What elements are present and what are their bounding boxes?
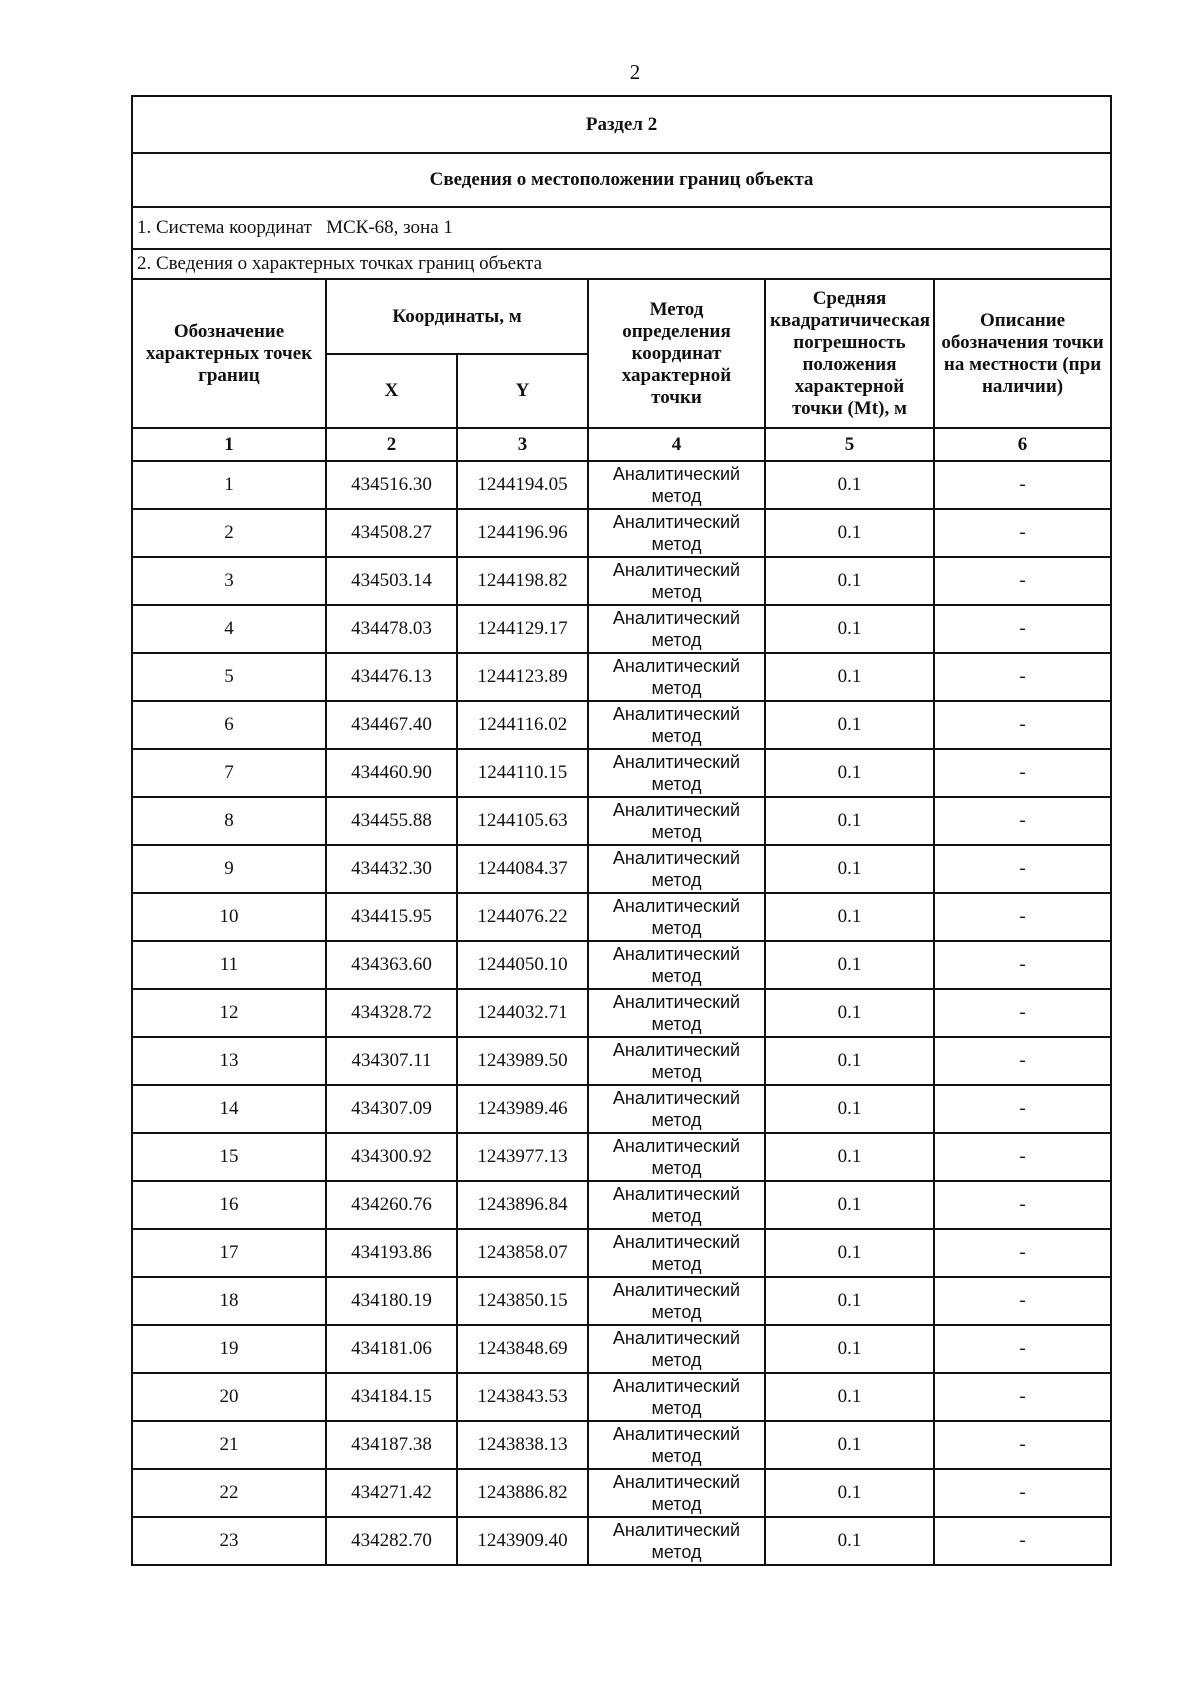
coord-x: 434415.95: [326, 893, 457, 941]
point-description: -: [934, 893, 1111, 941]
mt-value: 0.1: [765, 1229, 934, 1277]
point-description: -: [934, 749, 1111, 797]
coord-x: 434271.42: [326, 1469, 457, 1517]
point-number: 17: [132, 1229, 326, 1277]
coord-y: 1243989.50: [457, 1037, 588, 1085]
coord-x: 434300.92: [326, 1133, 457, 1181]
table-row: [132, 749, 1111, 797]
coord-x: 434181.06: [326, 1325, 457, 1373]
coord-x: 434307.11: [326, 1037, 457, 1085]
method-cell: [588, 1181, 765, 1229]
column-number: 6: [934, 428, 1111, 461]
point-number: 19: [132, 1325, 326, 1373]
coord-y: 1244105.63: [457, 797, 588, 845]
method-cell: [588, 1325, 765, 1373]
header-method: Метод определения координат характерной точки: [588, 279, 765, 428]
coord-y: 1243989.46: [457, 1085, 588, 1133]
table-row: [132, 1373, 1111, 1421]
method-line: метод: [651, 1254, 702, 1274]
point-number: 22: [132, 1469, 326, 1517]
table-row: [132, 1421, 1111, 1469]
table-row: [132, 701, 1111, 749]
mt-value: 0.1: [765, 941, 934, 989]
table-row: [132, 557, 1111, 605]
mt-value: 0.1: [765, 1277, 934, 1325]
table-row: [132, 1037, 1111, 1085]
method-cell: [588, 1469, 765, 1517]
point-number: 14: [132, 1085, 326, 1133]
point-description: -: [934, 1181, 1111, 1229]
method-line: Аналитический: [612, 1184, 741, 1204]
point-description: -: [934, 1085, 1111, 1133]
mt-value: 0.1: [765, 461, 934, 509]
coord-y: 1244050.10: [457, 941, 588, 989]
method-line: Аналитический: [612, 944, 741, 964]
column-number: 5: [765, 428, 934, 461]
header-coordinates: Координаты, м: [326, 279, 588, 354]
table-row: [132, 1229, 1111, 1277]
coord-y: 1244129.17: [457, 605, 588, 653]
coord-y: 1243858.07: [457, 1229, 588, 1277]
coord-x: 434432.30: [326, 845, 457, 893]
method-line: метод: [651, 1014, 702, 1034]
coord-x: 434516.30: [326, 461, 457, 509]
method-cell: [588, 653, 765, 701]
method-line: Аналитический: [612, 704, 741, 724]
point-description: -: [934, 461, 1111, 509]
coord-x: 434282.70: [326, 1517, 457, 1565]
table-row: [132, 845, 1111, 893]
point-description: -: [934, 1325, 1111, 1373]
point-number: 23: [132, 1517, 326, 1565]
point-number: 16: [132, 1181, 326, 1229]
column-number: 1: [132, 428, 326, 461]
method-line: метод: [651, 1158, 702, 1178]
mt-value: 0.1: [765, 557, 934, 605]
section-title: Раздел 2: [132, 96, 1111, 153]
coord-y: 1244198.82: [457, 557, 588, 605]
boundary-points-table: [131, 95, 1112, 1566]
method-line: Аналитический: [612, 752, 741, 772]
method-cell: [588, 557, 765, 605]
point-description: -: [934, 605, 1111, 653]
table-row: [132, 1469, 1111, 1517]
table-row: [132, 1277, 1111, 1325]
method-line: метод: [651, 486, 702, 506]
table-row: [132, 653, 1111, 701]
method-line: метод: [651, 1206, 702, 1226]
coord-y: 1243838.13: [457, 1421, 588, 1469]
method-cell: [588, 1085, 765, 1133]
method-line: Аналитический: [612, 1088, 741, 1108]
coord-y: 1243886.82: [457, 1469, 588, 1517]
method-cell: [588, 893, 765, 941]
mt-value: 0.1: [765, 653, 934, 701]
point-description: -: [934, 701, 1111, 749]
point-number: 13: [132, 1037, 326, 1085]
point-number: 1: [132, 461, 326, 509]
table-row: [132, 941, 1111, 989]
point-description: -: [934, 1469, 1111, 1517]
method-cell: [588, 749, 765, 797]
coord-x: 434363.60: [326, 941, 457, 989]
coord-x: 434193.86: [326, 1229, 457, 1277]
coord-x: 434307.09: [326, 1085, 457, 1133]
method-line: Аналитический: [612, 1424, 741, 1444]
coord-y: 1244032.71: [457, 989, 588, 1037]
table-row: [132, 1181, 1111, 1229]
method-line: Аналитический: [612, 1520, 741, 1540]
document-title: Сведения о местоположении границ объекта: [132, 153, 1111, 207]
point-number: 4: [132, 605, 326, 653]
method-cell: [588, 461, 765, 509]
document-title-row: [132, 153, 1111, 207]
coord-y: 1244084.37: [457, 845, 588, 893]
point-description: -: [934, 557, 1111, 605]
coord-y: 1243843.53: [457, 1373, 588, 1421]
method-cell: [588, 1277, 765, 1325]
mt-value: 0.1: [765, 1085, 934, 1133]
method-line: метод: [651, 630, 702, 650]
method-line: метод: [651, 1494, 702, 1514]
method-line: метод: [651, 582, 702, 602]
mt-value: 0.1: [765, 845, 934, 893]
method-cell: [588, 989, 765, 1037]
point-number: 2: [132, 509, 326, 557]
points-heading-row: [132, 249, 1111, 279]
method-line: Аналитический: [612, 560, 741, 580]
mt-value: 0.1: [765, 1037, 934, 1085]
mt-value: 0.1: [765, 1421, 934, 1469]
coord-x: 434184.15: [326, 1373, 457, 1421]
mt-value: 0.1: [765, 701, 934, 749]
method-line: метод: [651, 1110, 702, 1130]
method-line: Аналитический: [612, 1040, 741, 1060]
method-cell: [588, 845, 765, 893]
method-cell: [588, 509, 765, 557]
method-line: Аналитический: [612, 656, 741, 676]
method-cell: [588, 941, 765, 989]
coord-y: 1243896.84: [457, 1181, 588, 1229]
point-description: -: [934, 1229, 1111, 1277]
method-line: Аналитический: [612, 1280, 741, 1300]
method-cell: [588, 1037, 765, 1085]
point-number: 7: [132, 749, 326, 797]
point-description: -: [934, 989, 1111, 1037]
point-number: 10: [132, 893, 326, 941]
point-number: 5: [132, 653, 326, 701]
coord-y: 1243850.15: [457, 1277, 588, 1325]
point-number: 18: [132, 1277, 326, 1325]
coord-y: 1244194.05: [457, 461, 588, 509]
point-description: -: [934, 1373, 1111, 1421]
mt-value: 0.1: [765, 1325, 934, 1373]
table-row: [132, 1085, 1111, 1133]
table-row: [132, 797, 1111, 845]
method-line: Аналитический: [612, 800, 741, 820]
mt-value: 0.1: [765, 509, 934, 557]
coord-x: 434455.88: [326, 797, 457, 845]
mt-value: 0.1: [765, 605, 934, 653]
coord-x: 434503.14: [326, 557, 457, 605]
table-row: [132, 989, 1111, 1037]
table-row: [132, 509, 1111, 557]
coord-x: 434508.27: [326, 509, 457, 557]
point-description: -: [934, 1277, 1111, 1325]
method-line: Аналитический: [612, 1328, 741, 1348]
coord-y: 1244123.89: [457, 653, 588, 701]
point-number: 12: [132, 989, 326, 1037]
column-number: 2: [326, 428, 457, 461]
method-line: Аналитический: [612, 512, 741, 532]
point-description: -: [934, 509, 1111, 557]
page-number: 2: [629, 60, 641, 84]
method-line: метод: [651, 822, 702, 842]
table-row: [132, 893, 1111, 941]
method-line: метод: [651, 1302, 702, 1322]
points-heading: 2. Сведения о характерных точках границ объекта: [132, 249, 1111, 279]
point-description: -: [934, 1133, 1111, 1181]
method-line: Аналитический: [612, 848, 741, 868]
point-number: 8: [132, 797, 326, 845]
coord-x: 434328.72: [326, 989, 457, 1037]
mt-value: 0.1: [765, 797, 934, 845]
coord-x: 434478.03: [326, 605, 457, 653]
method-line: метод: [651, 774, 702, 794]
coord-y: 1244110.15: [457, 749, 588, 797]
method-line: Аналитический: [612, 608, 741, 628]
coord-x: 434180.19: [326, 1277, 457, 1325]
point-description: -: [934, 653, 1111, 701]
method-line: Аналитический: [612, 1232, 741, 1252]
mt-value: 0.1: [765, 1373, 934, 1421]
point-number: 21: [132, 1421, 326, 1469]
method-line: метод: [651, 1446, 702, 1466]
method-line: Аналитический: [612, 896, 741, 916]
method-line: метод: [651, 678, 702, 698]
method-line: метод: [651, 1062, 702, 1082]
header-designation: Обозначение характерных точек границ: [132, 279, 326, 428]
method-line: метод: [651, 1398, 702, 1418]
column-header-row: [132, 279, 1111, 354]
method-line: метод: [651, 870, 702, 890]
mt-value: 0.1: [765, 1517, 934, 1565]
method-line: Аналитический: [612, 1136, 741, 1156]
coord-system: 1. Система координат МСК-68, зона 1: [132, 207, 1111, 249]
coord-system-row: [132, 207, 1111, 249]
point-description: -: [934, 1421, 1111, 1469]
method-line: метод: [651, 1542, 702, 1562]
coord-x: 434476.13: [326, 653, 457, 701]
point-number: 15: [132, 1133, 326, 1181]
column-number: 3: [457, 428, 588, 461]
mt-value: 0.1: [765, 749, 934, 797]
mt-value: 0.1: [765, 1133, 934, 1181]
coord-y: 1243977.13: [457, 1133, 588, 1181]
header-description: Описание обозначения точки на местности (при наличии): [934, 279, 1111, 428]
method-line: Аналитический: [612, 1376, 741, 1396]
point-number: 20: [132, 1373, 326, 1421]
method-line: Аналитический: [612, 1472, 741, 1492]
method-cell: [588, 1133, 765, 1181]
column-number: 4: [588, 428, 765, 461]
column-numbers-row: [132, 428, 1111, 461]
coord-y: 1243848.69: [457, 1325, 588, 1373]
coord-x: 434467.40: [326, 701, 457, 749]
mt-value: 0.1: [765, 893, 934, 941]
point-number: 6: [132, 701, 326, 749]
table-row: [132, 1325, 1111, 1373]
point-description: -: [934, 797, 1111, 845]
header-x: X: [326, 354, 457, 428]
coord-y: 1244116.02: [457, 701, 588, 749]
point-description: -: [934, 1517, 1111, 1565]
coord-y: 1244076.22: [457, 893, 588, 941]
mt-value: 0.1: [765, 1469, 934, 1517]
point-number: 11: [132, 941, 326, 989]
method-line: Аналитический: [612, 992, 741, 1012]
method-line: метод: [651, 966, 702, 986]
point-description: -: [934, 1037, 1111, 1085]
method-cell: [588, 1517, 765, 1565]
method-cell: [588, 1421, 765, 1469]
table-row: [132, 1517, 1111, 1565]
table-row: [132, 461, 1111, 509]
method-cell: [588, 1373, 765, 1421]
mt-value: 0.1: [765, 1181, 934, 1229]
coord-x: 434187.38: [326, 1421, 457, 1469]
coord-x: 434460.90: [326, 749, 457, 797]
method-cell: [588, 1229, 765, 1277]
method-line: Аналитический: [612, 464, 741, 484]
method-cell: [588, 797, 765, 845]
header-y: Y: [457, 354, 588, 428]
coord-y: 1243909.40: [457, 1517, 588, 1565]
mt-value: 0.1: [765, 989, 934, 1037]
coord-x: 434260.76: [326, 1181, 457, 1229]
coord-y: 1244196.96: [457, 509, 588, 557]
point-description: -: [934, 845, 1111, 893]
header-error: Средняя квадратичическая погрешность положения характерной точки (Mt), м: [765, 279, 934, 428]
method-line: метод: [651, 726, 702, 746]
method-cell: [588, 605, 765, 653]
point-description: -: [934, 941, 1111, 989]
table-row: [132, 1133, 1111, 1181]
table-row: [132, 605, 1111, 653]
point-number: 3: [132, 557, 326, 605]
method-line: метод: [651, 1350, 702, 1370]
method-line: метод: [651, 918, 702, 938]
method-cell: [588, 701, 765, 749]
method-line: метод: [651, 534, 702, 554]
section-header-row: [132, 96, 1111, 153]
point-number: 9: [132, 845, 326, 893]
